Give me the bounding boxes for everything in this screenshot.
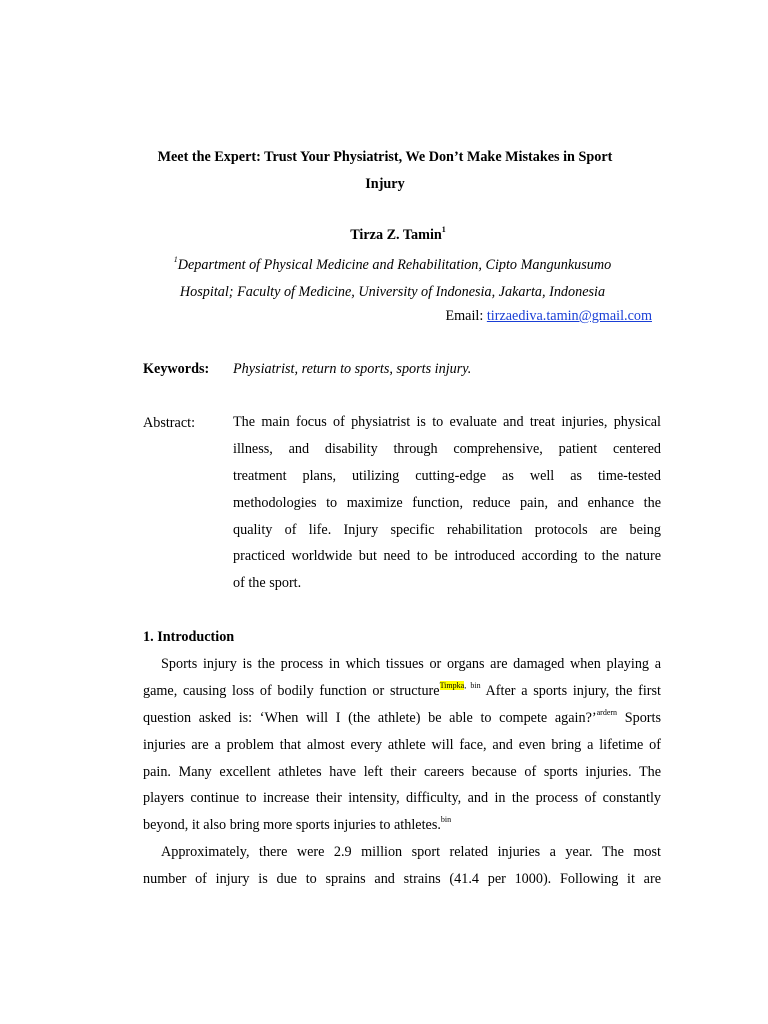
abstract-line: quality of life. Injury specific rehabilitation protocols are being	[233, 521, 661, 538]
affiliation-marker: 1	[173, 255, 178, 264]
affiliation-line-1	[150, 252, 635, 279]
paragraph-text: Sports	[617, 709, 661, 726]
abstract-line: treatment plans, utilizing cutting-edge as well as time-tested	[233, 467, 661, 484]
paragraph-line: players continue to increase their intensity, difficulty, and in the process of constantly	[143, 790, 661, 807]
introduction-body	[143, 651, 661, 893]
paragraph-text: game, causing loss of bodily function or structure	[143, 682, 440, 699]
paragraph-text: question asked is: ‘When will I (the athlete) be able to compete again?’	[143, 709, 597, 726]
abstract-line: illness, and disability through comprehensive, patient centered	[233, 440, 661, 457]
paragraph-line: Sports injury is the process in which tissues or organs are damaged when playing a	[161, 656, 661, 672]
paragraph-line	[143, 705, 661, 732]
email-link[interactable]: tirzaediva.tamin@gmail.com	[486, 308, 652, 324]
email-label: Email:	[445, 308, 487, 324]
paper-title	[150, 144, 620, 198]
abstract-line: methodologies to maximize function, reduce pain, and enhance the	[233, 494, 661, 511]
title-line-1: Meet the Expert: Trust Your Physiatrist, We Don’t Make Mistakes in Sport	[157, 149, 613, 165]
paragraph-line	[143, 678, 661, 705]
paragraph-line: number of injury is due to sprains and strains (41.4 per 1000). Following it are	[143, 871, 661, 888]
paragraph-line: Approximately, there were 2.9 million sport related injuries a year. The most	[161, 844, 661, 861]
paragraph-line	[143, 812, 661, 839]
author-affiliation-marker: 1	[441, 225, 446, 234]
abstract-line: of the sport.	[233, 575, 302, 592]
affiliation-line-2: Hospital; Faculty of Medicine, University of Indonesia, Jakarta, Indonesia	[179, 284, 606, 300]
abstract-line: practiced worldwide but need to be introduced according to the nature	[233, 548, 661, 565]
section-heading-introduction: 1. Introduction	[143, 629, 235, 645]
abstract-line: The main focus of physiatrist is to evaluate and treat injuries, physical	[233, 414, 661, 430]
abstract-label: Abstract:	[143, 415, 196, 431]
paragraph-line: pain. Many excellent athletes have left their careers because of sports injuries. The	[143, 763, 661, 780]
citation-marker: ardern	[596, 707, 618, 717]
citation-marker: bin	[440, 815, 452, 825]
citation-highlighted: Timpka	[439, 680, 465, 690]
paragraph-line: injuries are a problem that almost every athlete will face, and even bring a lifetime of	[143, 736, 661, 753]
author-name-text: Tirza Z. Tamin	[350, 227, 442, 243]
author-name	[0, 225, 768, 245]
email-line	[0, 306, 652, 326]
paragraph-text: beyond, it also bring more sports injuries to athletes.	[143, 817, 441, 834]
citation-text: , bin	[464, 680, 481, 690]
abstract-body	[233, 409, 661, 597]
title-line-2: Injury	[365, 176, 405, 192]
keywords-text: Physiatrist, return to sports, sports injury.	[233, 361, 472, 377]
affiliation	[150, 252, 635, 306]
affiliation-line-1-text: Department of Physical Medicine and Rehabilitation, Cipto Mangunkusumo	[177, 257, 612, 273]
paragraph-text: After a sports injury, the first	[480, 682, 661, 699]
citation-marker	[440, 681, 481, 690]
keywords-label: Keywords:	[143, 361, 210, 377]
